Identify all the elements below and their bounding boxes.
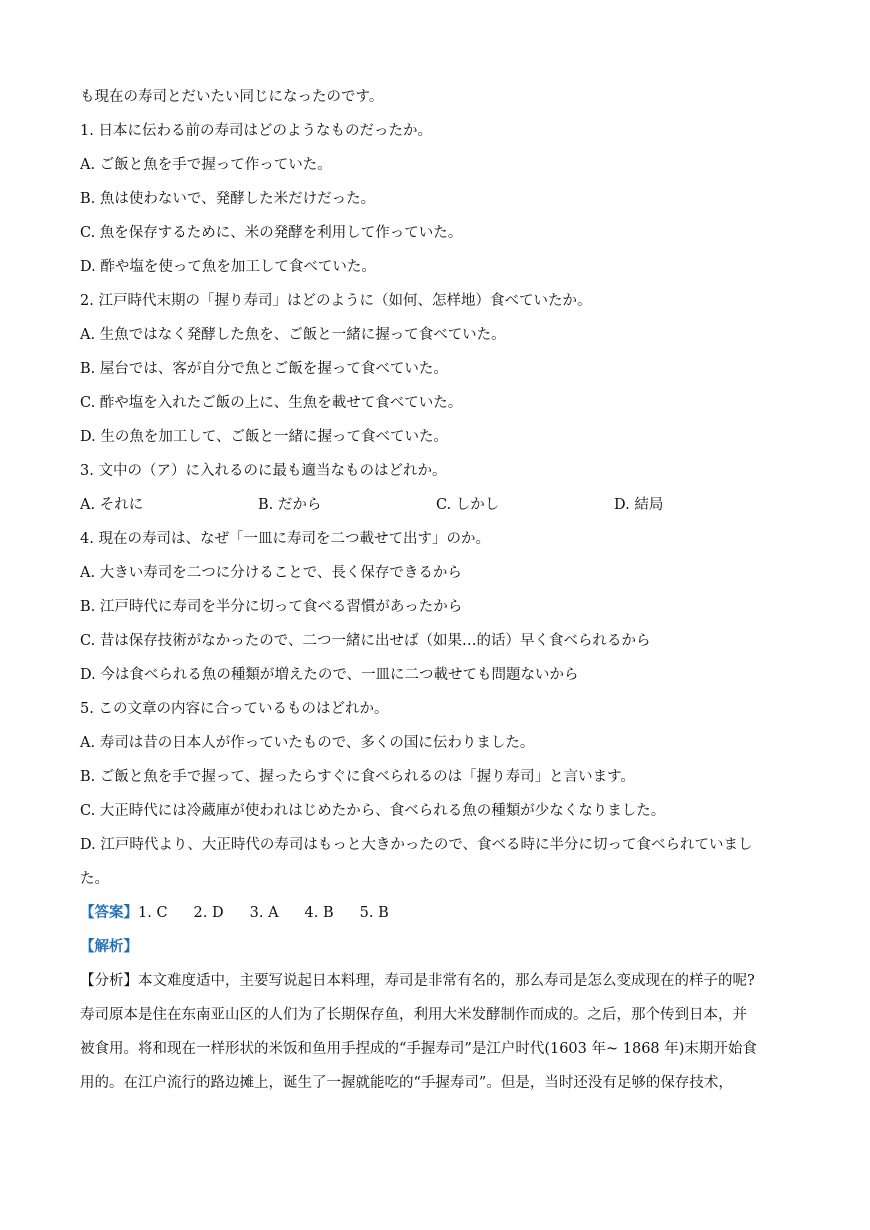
question-4-stem: 4. 現在の寿司は、なぜ「一皿に寿司を二つ載せて出す」のか。 — [80, 531, 490, 547]
question-3-option-c: C. しかし — [436, 497, 500, 513]
analysis-line: 被食用。将和现在一样形状的米饭和鱼用手捏成的“手握寿司”是江户时代(1603 年~ 1868 年)末期开始食 — [80, 1041, 757, 1057]
question-4-option-a: A. 大きい寿司を二つに分けることで、長く保存できるから — [80, 565, 462, 581]
question-4-option-d: D. 今は食べられる魚の種類が増えたので、一皿に二つ載せても問題ないから — [80, 667, 579, 683]
answer-tag: 【答案】 — [80, 904, 138, 921]
question-5-option-a: A. 寿司は昔の日本人が作っていたもので、多くの国に伝わりました。 — [80, 735, 535, 751]
analysis-line: 用的。在江户流行的路边摊上，诞生了一握就能吃的“手握寿司”。但是，当时还没有足够的保存技术， — [80, 1075, 733, 1091]
question-2-stem: 2. 江戸時代末期の「握り寿司」はどのように（如何、怎样地）食べていたか。 — [80, 293, 592, 309]
intro-tail: も現在の寿司とだいたい同じになったのです。 — [80, 89, 384, 105]
question-3-option-d: D. 結局 — [614, 497, 664, 513]
analysis-line: 寿司原本是住在东南亚山区的人们为了长期保存鱼，利用大米发酵制作而成的。之后，那个传到日本，并 — [80, 1007, 747, 1023]
question-3-options — [80, 488, 795, 522]
question-3-option-b: B. だから — [258, 497, 322, 513]
question-5-option-b: B. ご飯と魚を手で握って、握ったらすぐに食べられるのは「握り寿司」と言います。 — [80, 769, 635, 785]
question-1-option-d: D. 酢や塩を使って魚を加工して食べていた。 — [80, 259, 376, 275]
analysis-tag: 【解析】 — [80, 938, 138, 955]
question-1-option-a: A. ご飯と魚を手で握って作っていた。 — [80, 157, 332, 173]
answer-item: 1. C — [138, 905, 168, 921]
question-4-option-b: B. 江戸時代に寿司を半分に切って食べる習慣があったから — [80, 599, 463, 615]
analysis-heading — [80, 930, 795, 964]
answer-item: 4. B — [304, 905, 334, 921]
question-3-stem: 3. 文中の（ア）に入れるのに最も適当なものはどれか。 — [80, 463, 447, 479]
question-5-option-d: D. 江戸時代より、大正時代の寿司はもっと大きかったので、食べる時に半分に切って食べられていまし — [80, 837, 753, 853]
question-3-option-a: A. それに — [80, 497, 144, 513]
question-1-stem: 1. 日本に伝わる前の寿司はどのようなものだったか。 — [80, 123, 432, 139]
answer-item: 5. B — [359, 905, 389, 921]
question-2-option-b: B. 屋台では、客が自分で魚とご飯を握って食べていた。 — [80, 361, 448, 377]
analysis-text: 本文难度适中，主要写说起日本料理，寿司是非常有名的，那么寿司是怎么变成现在的样子的呢? — [138, 973, 755, 989]
analysis-subtag: 【分析】 — [80, 973, 138, 989]
question-4-option-c: C. 昔は保存技術がなかったので、二つ一緒に出せば（如果…的话）早く食べられるから — [80, 633, 651, 649]
question-1-option-c: C. 魚を保存するために、米の発酵を利用して作っていた。 — [80, 225, 463, 241]
answer-line — [80, 896, 795, 930]
question-2-option-c: C. 酢や塩を入れたご飯の上に、生魚を載せて食べていた。 — [80, 395, 463, 411]
question-1-option-b: B. 魚は使わないで、発酵した米だけだった。 — [80, 191, 376, 207]
question-2-option-d: D. 生の魚を加工して、ご飯と一緒に握って食べていた。 — [80, 429, 449, 445]
question-2-option-a: A. 生魚ではなく発酵した魚を、ご飯と一緒に握って食べていた。 — [80, 327, 506, 343]
analysis-paragraph — [80, 964, 795, 1100]
analysis-line — [80, 964, 795, 998]
document-page — [80, 80, 795, 1100]
question-5-stem: 5. この文章の内容に合っているものはどれか。 — [80, 701, 389, 717]
answer-item: 3. A — [249, 905, 279, 921]
question-5-option-d-continued: た。 — [80, 871, 109, 887]
answer-item: 2. D — [193, 905, 224, 921]
question-5-option-c: C. 大正時代には冷蔵庫が使われはじめたから、食べられる魚の種類が少なくなりました。 — [80, 803, 666, 819]
